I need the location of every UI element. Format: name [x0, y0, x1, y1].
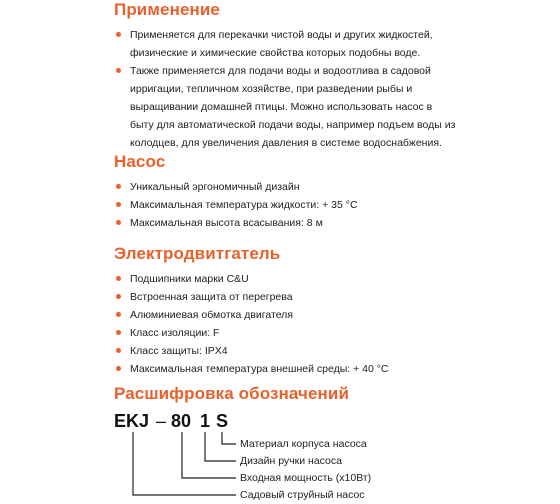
- pump-list: [114, 178, 544, 232]
- leader-line-power: [182, 432, 236, 478]
- section-title-application: Применение: [114, 0, 220, 19]
- section-title-decode: Расшифровка обозначений: [114, 384, 350, 403]
- application-item: Применяется для перекачки чистой воды и других жидкостей, физические и химические свойства которых подобны воде.: [114, 26, 544, 62]
- pump-item: Максимальная температура жидкости: + 35 °C: [114, 196, 544, 214]
- code-handle: 1: [200, 411, 211, 431]
- section-title-pump: Насос: [114, 152, 166, 171]
- pump-item: Максимальная высота всасывания: 8 м: [114, 214, 544, 232]
- section-decode: [114, 384, 544, 404]
- application-item: Также применяется для подачи воды и водоотлива в садовой ирригации, тепличном хозяйстве, при разведении рыбы и выращивании домашней птицы. Можно использовать насос в быту для автоматической подачи воды, например подъем воды из колодцев, для увеличения давления в системе водоснабжения.: [114, 62, 544, 152]
- code-series: EKJ: [114, 411, 150, 431]
- code-dash: –: [156, 411, 167, 431]
- code-material: S: [216, 411, 229, 431]
- motor-item: Алюминиевая обмотка двигателя: [114, 306, 544, 324]
- leader-line-material: [222, 432, 236, 444]
- decode-label-power: Входная мощность (х10Вт): [240, 472, 372, 484]
- decode-label-handle: Дизайн ручки насоса: [240, 455, 342, 467]
- section-application: [114, 0, 544, 152]
- section-pump: [114, 152, 544, 232]
- decode-label-series: Садовый струйный насос: [240, 489, 365, 501]
- motor-item: Подшипники марки C&U: [114, 270, 544, 288]
- motor-item: Встроенная защита от перегрева: [114, 288, 544, 306]
- model-code-diagram: [114, 404, 544, 504]
- motor-list: [114, 270, 544, 378]
- decode-label-material: Материал корпуса насоса: [240, 438, 367, 450]
- leader-line-handle: [205, 432, 236, 461]
- application-list: [114, 26, 544, 152]
- pump-item: Уникальный эргономичный дизайн: [114, 178, 544, 196]
- leader-line-series: [133, 432, 236, 495]
- motor-item: Класс защиты: IPX4: [114, 342, 544, 360]
- code-power: 80: [171, 411, 192, 431]
- section-motor: [114, 244, 544, 378]
- section-title-motor: Электродвитгатель: [114, 244, 281, 263]
- motor-item: Максимальная температура внешней среды: + 40 °C: [114, 360, 544, 378]
- motor-item: Класс изоляции: F: [114, 324, 544, 342]
